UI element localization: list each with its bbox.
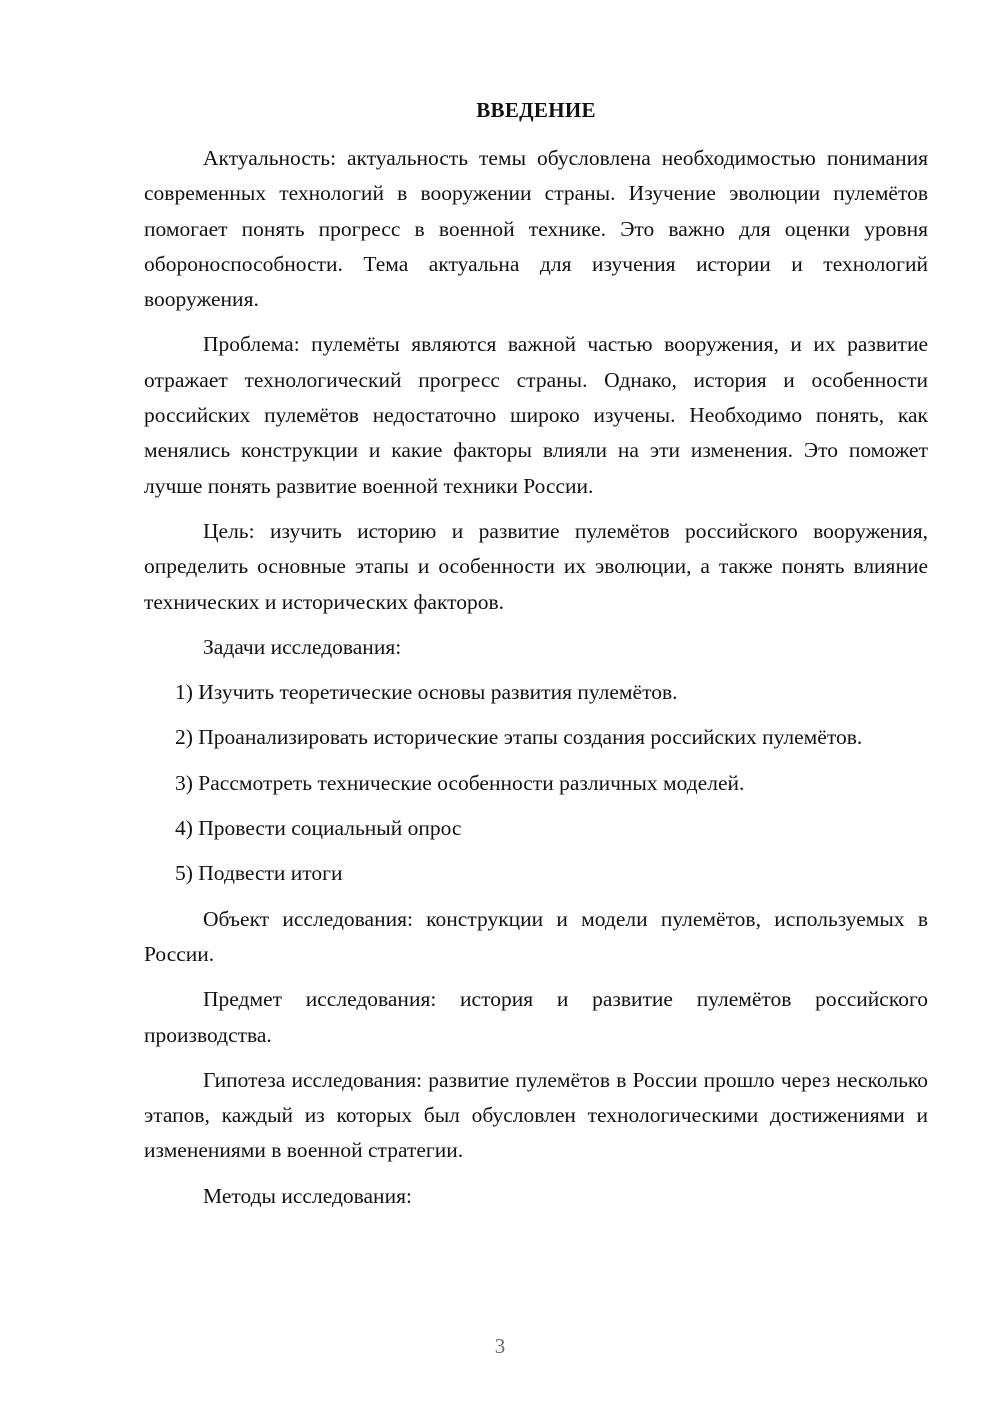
paragraph-tasks-heading: Задачи исследования: (203, 634, 402, 659)
document-body (144, 141, 928, 1224)
task-item-2: 2) Проанализировать исторические этапы создания российских пулемётов. (175, 725, 863, 750)
task-item-4: 4) Провести социальный опрос (175, 816, 462, 841)
paragraph-object: Объект исследования: конструкции и модели пулемётов, используемых в России. (144, 906, 928, 966)
task-item-1: 1) Изучить теоретические основы развития пулемётов. (175, 680, 678, 705)
task-item-3: 3) Рассмотреть технические особенности различных моделей. (175, 770, 745, 795)
paragraph-methods: Методы исследования: (203, 1183, 412, 1208)
section-title: ВВЕДЕНИЕ (476, 98, 596, 122)
task-item-5: 5) Подвести итоги (175, 861, 343, 886)
page-number: 3 (494, 1334, 506, 1358)
paragraph-relevance: Актуальность: актуальность темы обусловлена необходимостью понимания современных технологий в вооружении страны. Изучение эволюции пулемётов помогает понять прогресс в военной технике. Это важно для оценки уровня обороноспособности. Тема актуальна для изучения истории и технологий вооружения. (144, 146, 928, 312)
paragraph-problem: Проблема: пулемёты являются важной частью вооружения, и их развитие отражает технологический прогресс страны. Однако, история и особенности российских пулемётов недостаточно широко изучены. Необходимо понять, как менялись конструкции и какие факторы влияли на эти изменения. Это поможет лучше понять развитие военной техники России. (144, 332, 928, 498)
paragraph-subject: Предмет исследования: история и развитие пулемётов российского производства. (144, 987, 928, 1047)
paragraph-hypothesis: Гипотеза исследования: развитие пулемётов в России прошло через несколько этапов, каждый из которых был обусловлен технологическими достижениями и изменениями в военной стратегии. (144, 1067, 928, 1163)
paragraph-goal: Цель: изучить историю и развитие пулемётов российского вооружения, определить основные этапы и особенности их эволюции, а также понять влияние технических и исторических факторов. (144, 518, 928, 614)
document-page (144, 0, 928, 1414)
